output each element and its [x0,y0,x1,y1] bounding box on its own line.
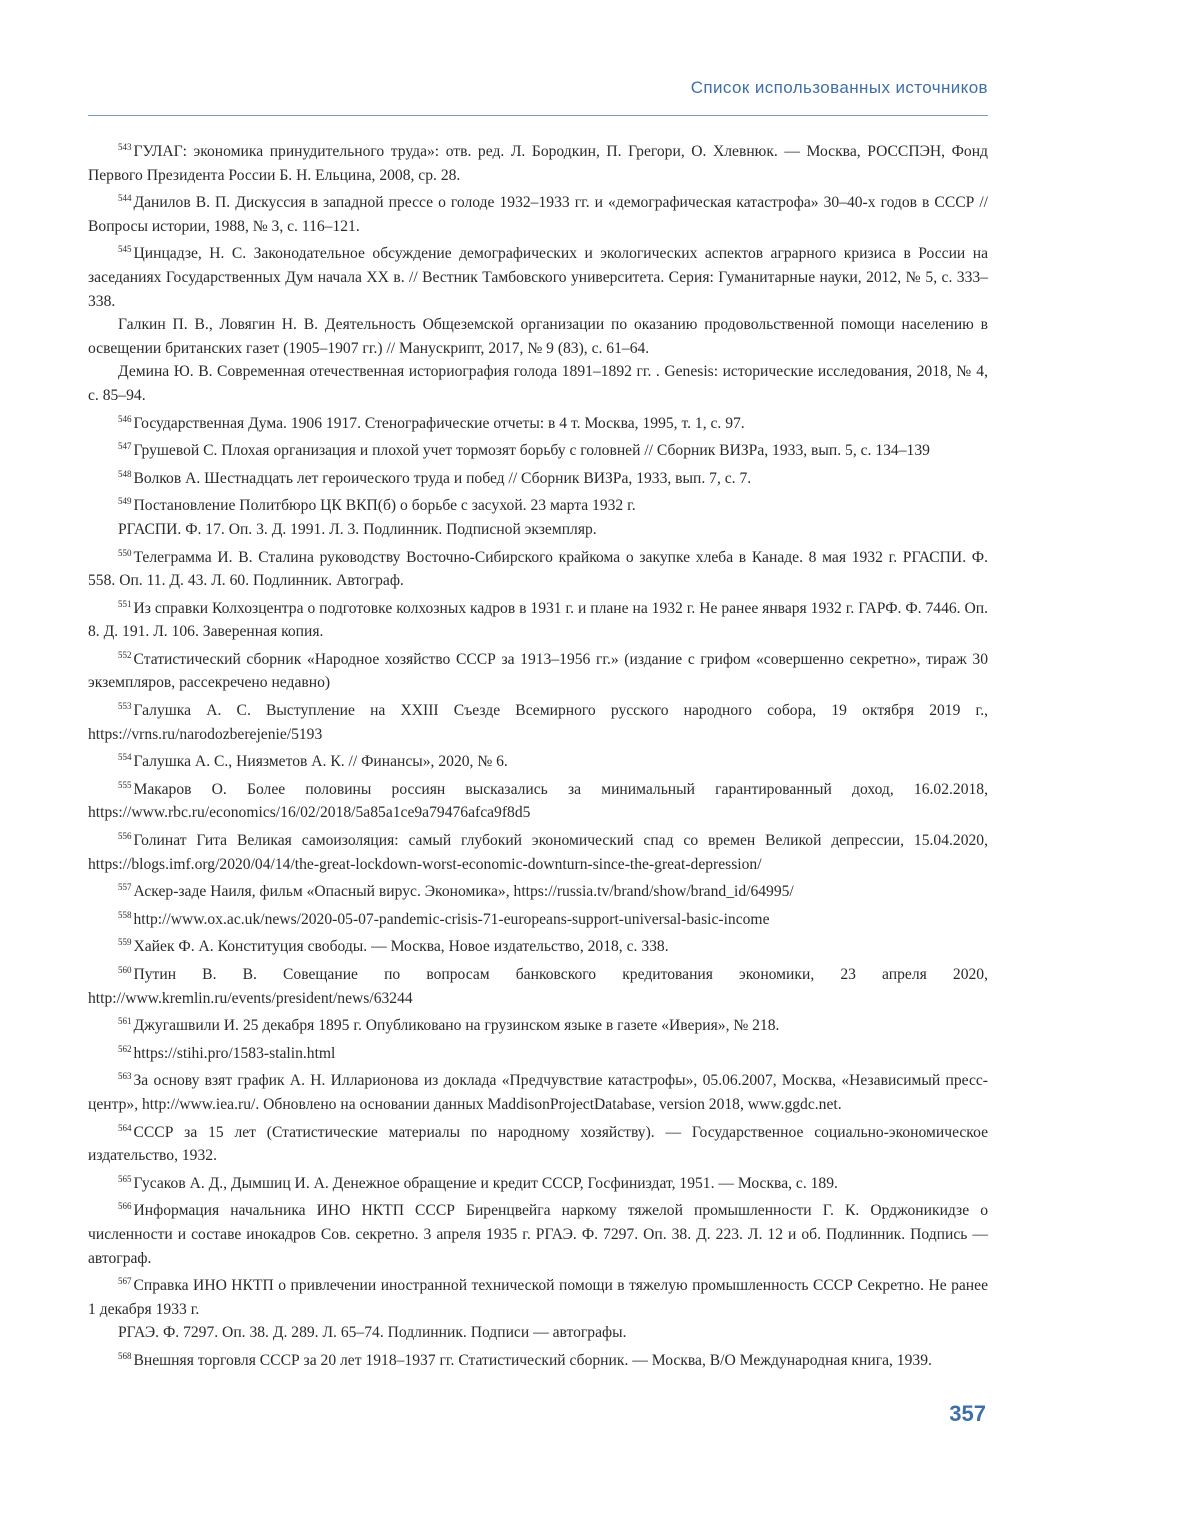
reference-entry [88,490,988,518]
reference-entry [88,593,988,644]
reference-text: Телеграмма И. В. Сталина руководству Восточно-Сибирского крайкома о закупке хлеба в Канаде. 8 мая 1932 г. РГАСПИ. Ф. 558. Оп. 11. Д. 43. Л. 60. Подлинник. Автограф. [88,548,988,590]
footnote-number: 567 [118,1276,132,1287]
reference-entry [88,695,988,746]
reference-entry [88,518,988,542]
footnote-number: 557 [118,882,132,893]
footnote-number: 559 [118,937,132,948]
header-divider [88,115,988,116]
reference-text: РГАЭ. Ф. 7297. Оп. 38. Д. 289. Л. 65–74. Подлинник. Подписи — автографы. [118,1324,627,1342]
reference-entry [88,825,988,876]
footnote-number: 547 [118,441,132,452]
reference-text: Данилов В. П. Дискуссия в западной прессе о голоде 1932–1933 гг. и «демографическая катастрофа» 30–40-х годов в СССР // Вопросы истории, 1988, № 3, с. 116–121. [88,194,988,235]
footnote-number: 544 [118,193,132,204]
reference-entry [88,1270,988,1321]
footnote-number: 562 [118,1043,132,1054]
footnote-number: 554 [118,752,132,763]
footnote-number: 561 [118,1016,132,1027]
footnote-number: 545 [118,244,132,255]
reference-entry [88,644,988,695]
reference-entry [88,313,988,360]
reference-text: Хайек Ф. А. Конституция свободы. — Москва, Новое издательство, 2018, с. 338. [133,938,669,956]
footnote-number: 568 [118,1350,132,1361]
reference-text: Путин В. В. Совещание по вопросам банковского кредитования экономики, 23 апреля 2020, http://www.kremlin.ru/events/president/news/63244 [88,966,988,1007]
footnote-number: 558 [118,909,132,920]
reference-entry [88,1345,988,1373]
reference-text: Джугашвили И. 25 декабря 1895 г. Опубликовано на грузинском языке в газете «Иверия», № 218. [133,1017,780,1035]
reference-entry [88,1168,988,1196]
reference-entry [88,876,988,904]
reference-entry [88,1195,988,1270]
footnote-number: 556 [118,831,132,842]
reference-text: Постановление Политбюро ЦК ВКП(б) о борьбе с засухой. 23 марта 1932 г. [133,497,636,515]
reference-entry [88,746,988,774]
reference-text: РГАСПИ. Ф. 17. Оп. 3. Д. 1991. Л. 3. Подлинник. Подписной экземпляр. [118,520,597,538]
footnote-number: 553 [118,701,132,712]
reference-text: Статистический сборник «Народное хозяйство СССР за 1913–1956 гг.» (издание с грифом «совершенно секретно», тираж 30 экземпляров, рассекречено недавно) [88,650,988,692]
reference-text: https://stihi.pro/1583-stalin.html [133,1044,336,1062]
reference-entry [88,1117,988,1168]
reference-entry [88,542,988,593]
footnote-number: 563 [118,1071,132,1082]
reference-entry [88,1038,988,1066]
reference-text: Гусаков А. Д., Дымшиц И. А. Денежное обращение и кредит СССР, Госфиниздат, 1951. — Москва, с. 189. [133,1174,838,1192]
reference-entry [88,408,988,436]
footnote-number: 555 [118,779,132,790]
reference-entry [88,931,988,959]
reference-text: Волков А. Шестнадцать лет героического труда и побед // Сборник ВИЗРа, 1933, вып. 7, с. 7. [133,469,752,487]
footnote-number: 565 [118,1173,132,1184]
reference-text: Информация начальника ИНО НКТП СССР Биренцвейга наркому тяжелой промышленности Г. К. Орджоникидзе о численности и составе инокадров Сов. секретно. 3 апреля 1935 г. РГАЭ. Ф. 7297. Оп. 38. Д. 223. Л. 12 и об. Подлинник. Подпись — автограф. [88,1202,988,1267]
reference-entry [88,187,988,238]
reference-text: Галкин П. В., Ловягин Н. В. Деятельность Общеземской организации по оказанию продовольственной помощи населению в освещении британских газет (1905–1907 гг.) // Манускрипт, 2017, № 9 (83), с. 61–64. [88,316,988,357]
reference-text: Справка ИНО НКТП о привлечении иностранной технической помощи в тяжелую промышленность СССР Секретно. Не ранее 1 декабря 1933 г. [88,1277,988,1318]
reference-text: За основу взят график А. Н. Илларионова из доклада «Предчувствие катастрофы», 05.06.2007, Москва, «Независимый пресс-центр», http://www.iea.ru/. Обновлено на основании данных MaddisonProjectDatabase, version 2018, www.ggdc.net. [88,1072,988,1113]
reference-entry [88,904,988,932]
reference-text: Грушевой С. Плохая организация и плохой учет тормозят борьбу с головней // Сборник ВИЗРа, 1933, вып. 5, с. 134–139 [133,442,930,460]
footnote-number: 546 [118,413,132,424]
reference-entry [88,435,988,463]
footnote-number: 549 [118,496,132,507]
reference-text: Голинат Гита Великая самоизоляция: самый глубокий экономический спад со времен Великой депрессии, 15.04.2020, https://blogs.imf.org/2020/04/14/the-great-lockdown-worst-economic-downturn-since-the-great-depression/ [88,832,988,873]
reference-text: Демина Ю. В. Современная отечественная историография голода 1891–1892 гг. . Genesis: исторические исследования, 2018, № 4, с. 85–94. [88,363,988,404]
reference-entry [88,238,988,313]
reference-text: Из справки Колхозцентра о подготовке колхозных кадров в 1931 г. и плане на 1932 г. Не ранее января 1932 г. ГАРФ. Ф. 7446. Оп. 8. Д. 191. Л. 106. Заверенная копия. [88,599,988,641]
footnote-number: 551 [118,598,132,609]
footnote-number: 548 [118,468,132,479]
reference-entry [88,463,988,491]
running-header: Список использованных источников [690,78,988,97]
page-number: 357 [949,1401,986,1426]
reference-text: Государственная Дума. 1906 1917. Стенографические отчеты: в 4 т. Москва, 1995, т. 1, с. 97. [133,414,745,432]
footnote-number: 560 [118,965,132,975]
footnote-number: 566 [118,1201,132,1212]
reference-entry [88,1010,988,1038]
footnote-number: 552 [118,649,132,660]
reference-text: Галушка А. С. Выступление на XXIII Съезде Всемирного русского народного собора, 19 октября 2019 г., https://vrns.ru/narodozberejenie/5193 [88,702,988,743]
reference-text: Галушка А. С., Ниязметов А. К. // Финансы», 2020, № 6. [133,753,508,771]
reference-entry [88,136,988,187]
reference-text: Аскер-заде Наиля, фильм «Опасный вирус. Экономика», https://russia.tv/brand/show/brand_id/64995/ [133,883,794,901]
reference-text: Макаров О. Более половины россиян высказались за минимальный гарантированный доход, 16.02.2018, https://www.rbc.ru/economics/16/02/2018/5a85a1ce9a79476afca9f8d5 [88,780,988,822]
reference-entry [88,1321,988,1345]
reference-entry [88,1065,988,1116]
reference-entry [88,774,988,825]
footnote-number: 564 [118,1122,132,1133]
reference-text: http://www.ox.ac.uk/news/2020-05-07-pandemic-crisis-71-europeans-support-universal-basic-income [133,910,770,928]
references-list [88,136,988,1373]
reference-text: Внешняя торговля СССР за 20 лет 1918–1937 гг. Статистический сборник. — Москва, В/О Международная книга, 1939. [133,1351,932,1369]
reference-entry [88,959,988,1010]
reference-entry [88,360,988,407]
footnote-number: 550 [118,547,132,558]
footnote-number: 543 [118,142,132,152]
reference-text: ГУЛАГ: экономика принудительного труда»: отв. ред. Л. Бородкин, П. Грегори, О. Хлевнюк. — Москва, РОССПЭН, Фонд Первого Президента России Б. Н. Ельцина, 2008, ср. 28. [88,143,988,184]
reference-text: СССР за 15 лет (Статистические материалы по народному хозяйству). — Государственное социально-экономическое издательство, 1932. [88,1123,988,1165]
reference-text: Цинцадзе, Н. С. Законодательное обсуждение демографических и экологических аспектов аграрного кризиса в России на заседаниях Государственных Дум начала ХХ в. // Вестник Тамбовского университета. Серия: Гуманитарные науки, 2012, № 5, с. 333–338. [88,245,988,310]
